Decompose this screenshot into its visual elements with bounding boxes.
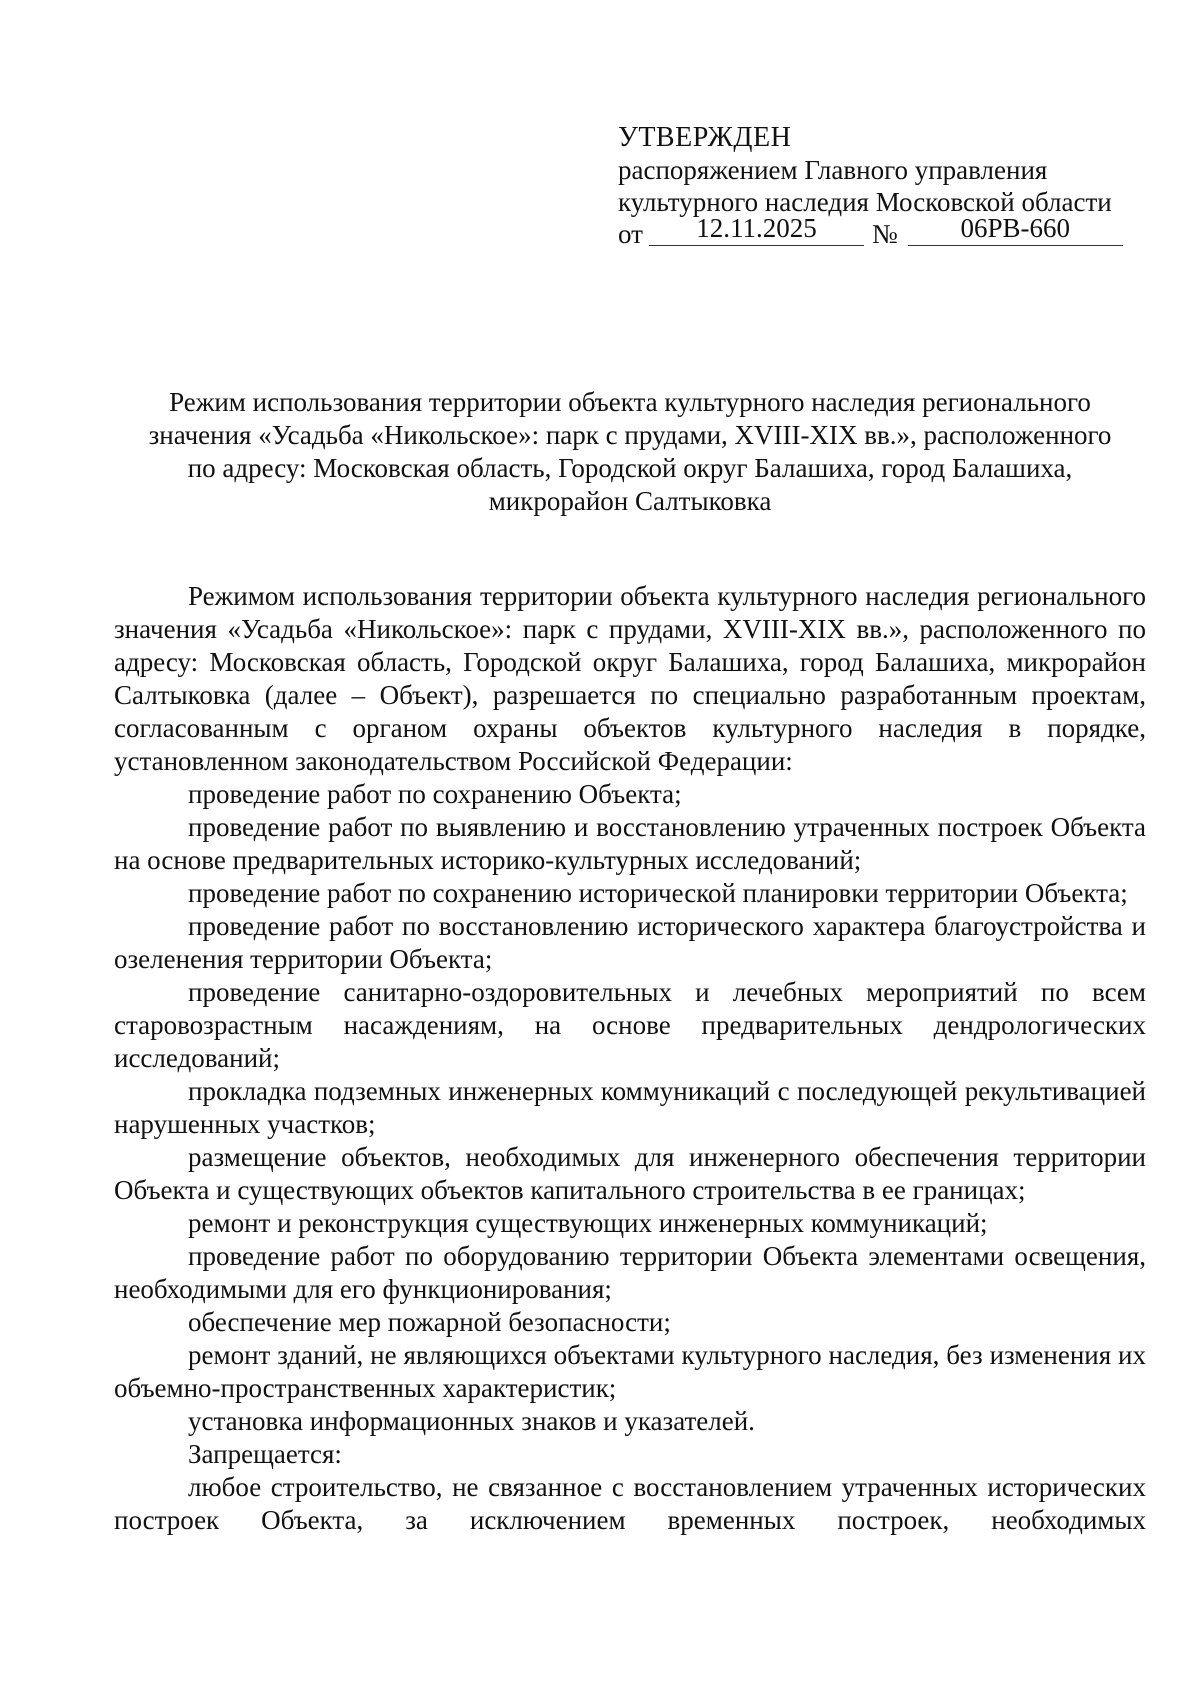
approval-heading: УТВЕРЖДЕН: [618, 122, 792, 153]
allowed-item-12: установка информационных знаков и указателей.: [188, 1406, 755, 1436]
number-value: 06РВ-660: [960, 213, 1070, 243]
document-body: [114, 580, 1146, 1537]
title-line-3: по адресу: Московская область, Городской округ Балашиха, город Балашиха,: [187, 453, 1073, 483]
allowed-item-1: проведение работ по сохранению Объекта;: [188, 779, 682, 809]
allowed-item-9: проведение работ по оборудованию территории Объекта элементами освещения, необходимыми для его функционирования;: [114, 1241, 1146, 1304]
allowed-item-6: прокладка подземных инженерных коммуникаций с последующей рекультивацией нарушенных участков;: [114, 1076, 1146, 1139]
document-title: [110, 386, 1150, 518]
allowed-item-11: ремонт зданий, не являющихся объектами культурного наследия, без изменения их объемно-пространственных характеристик;: [114, 1340, 1146, 1403]
date-prefix: от: [618, 219, 643, 249]
approval-line-2: культурного наследия Московской области: [618, 187, 1112, 217]
date-value: 12.11.2025: [696, 213, 817, 243]
allowed-item-8: ремонт и реконструкция существующих инженерных коммуникаций;: [188, 1208, 988, 1238]
title-line-1: Режим использования территории объекта культурного наследия регионального: [169, 387, 1091, 417]
title-line-4: микрорайон Салтыковка: [488, 486, 772, 516]
allowed-item-2: проведение работ по выявлению и восстановлению утраченных построек Объекта на основе предварительных историко-культурных исследований;: [114, 812, 1146, 875]
approval-line-1: распоряжением Главного управления: [618, 155, 1048, 185]
allowed-item-3: проведение работ по сохранению исторической планировки территории Объекта;: [188, 878, 1128, 908]
allowed-item-7: размещение объектов, необходимых для инженерного обеспечения территории Объекта и существующих объектов капитального строительства в ее границах;: [114, 1142, 1146, 1205]
allowed-item-4: проведение работ по восстановлению исторического характера благоустройства и озеленения территории Объекта;: [114, 911, 1146, 974]
approval-date-line: [618, 213, 1138, 250]
intro-paragraph: Режимом использования территории объекта культурного наследия регионального значения «Усадьба «Никольское»: парк с прудами, XVIII-XIX вв.», расположенного по адресу: Московская область, Городской округ Балашиха, город Балашиха, микрорайон Салтыковка (далее – Объект), разрешается по специально разработанным проектам, согласованным с органом охраны объектов культурного наследия в порядке, установленном законодательством Российской Федерации:: [114, 581, 1146, 776]
date-field: [649, 214, 864, 246]
approval-stamp: [618, 122, 1138, 250]
number-sign: №: [871, 219, 898, 249]
title-line-2: значения «Усадьба «Никольское»: парк с прудами, XVIII-XIX вв.», расположенного: [148, 420, 1112, 450]
prohibited-heading: Запрещается:: [188, 1439, 342, 1469]
allowed-item-10: обеспечение мер пожарной безопасности;: [188, 1307, 671, 1337]
number-field: [908, 214, 1123, 246]
allowed-item-5: проведение санитарно-оздоровительных и лечебных мероприятий по всем старовозрастным насаждениям, на основе предварительных дендрологических исследований;: [114, 977, 1146, 1073]
prohibited-item-1: любое строительство, не связанное с восстановлением утраченных исторических построек Объекта, за исключением временных построек, необходимых: [114, 1472, 1146, 1535]
